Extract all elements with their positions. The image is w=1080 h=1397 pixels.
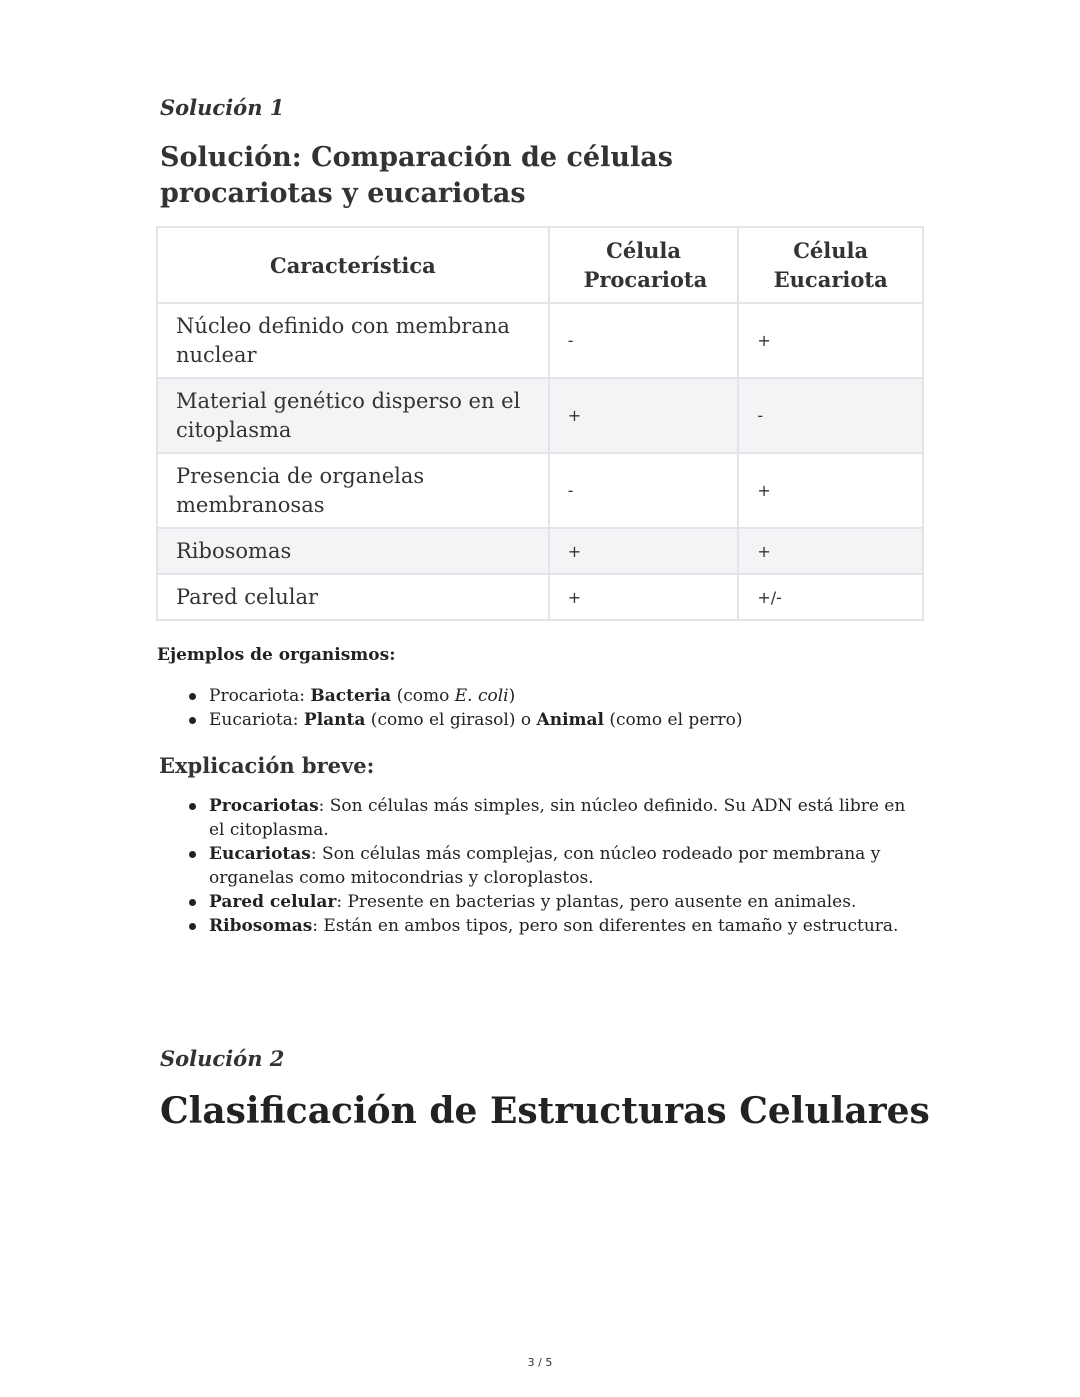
explanation-term: Procariotas: [209, 796, 319, 816]
solution-1-label: Solución 1: [160, 95, 285, 120]
page-number: 3 / 5: [527, 1356, 553, 1369]
example-suffix: (como el perro): [603, 710, 743, 730]
explanation-term: Ribosomas: [209, 916, 313, 936]
list-item: [187, 914, 907, 938]
table-cell-eukaryote: -: [738, 378, 923, 453]
table-header-characteristic: Característica: [157, 227, 549, 303]
list-item: [187, 684, 947, 708]
explanation-text: : Son células más simples, sin núcleo definido. Su ADN está libre en el citoplasma.: [209, 796, 906, 840]
example-text: (como el girasol) o: [365, 710, 537, 730]
table-header-prokaryote: Célula Procariota: [549, 227, 739, 303]
example-text: (como: [391, 686, 455, 706]
table-cell-characteristic: Ribosomas: [157, 528, 549, 574]
table-cell-eukaryote: +/-: [738, 574, 923, 620]
list-item: [187, 890, 907, 914]
explanation-term: Eucariotas: [209, 844, 311, 864]
table-row: [157, 453, 923, 528]
table-cell-prokaryote: -: [549, 303, 739, 378]
table-cell-eukaryote: +: [738, 453, 923, 528]
table-row: [157, 378, 923, 453]
table-cell-prokaryote: -: [549, 453, 739, 528]
table-cell-prokaryote: +: [549, 528, 739, 574]
table-cell-eukaryote: +: [738, 528, 923, 574]
table-header-row: [157, 227, 923, 303]
table-header-eukaryote: Célula Eucariota: [738, 227, 923, 303]
example-prefix: Eucariota:: [209, 710, 304, 730]
solution-2-title: Clasificación de Estructuras Celulares: [160, 1090, 930, 1132]
table-cell-prokaryote: +: [549, 574, 739, 620]
comparison-table: [156, 226, 924, 621]
example-species: E. coli: [454, 686, 509, 706]
solution-2-label: Solución 2: [160, 1046, 285, 1071]
explanation-text: : Son células más complejas, con núcleo rodeado por membrana y organelas como mitocondrias y cloroplastos.: [209, 844, 881, 888]
example-organism-2: Animal: [536, 710, 604, 730]
solution-1-title: Solución: Comparación de células procariotas y eucariotas: [160, 142, 673, 209]
table-cell-characteristic: Pared celular: [157, 574, 549, 620]
explanation-term: Pared celular: [209, 892, 337, 912]
list-item: [187, 794, 907, 842]
example-organism: Planta: [303, 710, 366, 730]
table-cell-eukaryote: +: [738, 303, 923, 378]
table-cell-characteristic: Material genético disperso en el citoplasma: [157, 378, 549, 453]
explanation-text: : Presente en bacterias y plantas, pero ausente en animales.: [336, 892, 857, 912]
explanation-list: [187, 794, 907, 938]
list-item: [187, 708, 947, 732]
table-cell-prokaryote: +: [549, 378, 739, 453]
table-cell-characteristic: Presencia de organelas membranosas: [157, 453, 549, 528]
list-item: [187, 842, 907, 890]
explanation-heading: Explicación breve:: [159, 753, 375, 778]
examples-heading: Ejemplos de organismos:: [157, 645, 396, 665]
example-prefix: Procariota:: [209, 686, 311, 706]
example-organism: Bacteria: [310, 686, 392, 706]
examples-list: [187, 684, 947, 732]
example-suffix: ): [508, 686, 516, 706]
table-row: [157, 528, 923, 574]
table-row: [157, 574, 923, 620]
table-cell-characteristic: Núcleo definido con membrana nuclear: [157, 303, 549, 378]
table-row: [157, 303, 923, 378]
explanation-text: : Están en ambos tipos, pero son diferentes en tamaño y estructura.: [312, 916, 899, 936]
